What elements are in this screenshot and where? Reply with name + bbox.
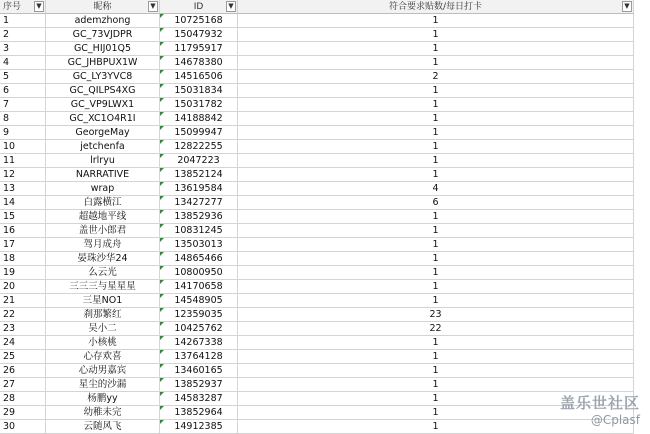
cell-id-value: 14678380 (174, 57, 223, 68)
cell-id[interactable] (160, 420, 238, 434)
number-as-text-indicator-icon (160, 182, 164, 186)
cell-count[interactable]: 1 (238, 392, 634, 406)
cell-seq[interactable]: 16 (0, 224, 46, 238)
cell-id[interactable] (160, 322, 238, 336)
cell-count[interactable]: 1 (238, 140, 634, 154)
cell-seq[interactable]: 15 (0, 210, 46, 224)
cell-count[interactable]: 1 (238, 252, 634, 266)
cell-seq[interactable]: 25 (0, 350, 46, 364)
cell-id[interactable] (160, 168, 238, 182)
table-row[interactable] (0, 266, 650, 280)
cell-nickname[interactable]: 吴小二 (46, 322, 160, 336)
cell-id-value: 11795917 (174, 43, 223, 54)
cell-count[interactable]: 1 (238, 14, 634, 28)
number-as-text-indicator-icon (160, 308, 164, 312)
table-row[interactable] (0, 322, 650, 336)
cell-count[interactable]: 1 (238, 98, 634, 112)
cell-count[interactable]: 1 (238, 406, 634, 420)
cell-id[interactable] (160, 252, 238, 266)
cell-id[interactable] (160, 42, 238, 56)
cell-id-value: 14516506 (174, 71, 223, 82)
number-as-text-indicator-icon (160, 238, 164, 242)
cell-count[interactable]: 22 (238, 322, 634, 336)
filter-dropdown-icon[interactable]: ▼ (622, 1, 632, 12)
watermark-title: 盖乐世社区 (559, 394, 640, 412)
header-count-label: 符合要求贴数/每日打卡 (388, 2, 483, 12)
header-seq[interactable] (0, 0, 46, 14)
cell-seq[interactable]: 8 (0, 112, 46, 126)
cell-count[interactable]: 23 (238, 308, 634, 322)
cell-id-value: 10725168 (174, 15, 223, 26)
header-seq-label: 序号 (3, 2, 22, 12)
cell-id-value: 12359035 (174, 309, 223, 320)
cell-seq[interactable]: 6 (0, 84, 46, 98)
cell-id-value: 14865466 (174, 253, 223, 264)
table-row[interactable] (0, 112, 650, 126)
cell-nickname[interactable]: 三三三与星星星 (46, 280, 160, 294)
cell-id-value: 14912385 (174, 421, 223, 432)
cell-id[interactable] (160, 14, 238, 28)
cell-count[interactable]: 1 (238, 266, 634, 280)
cell-nickname[interactable]: 白露横江 (46, 196, 160, 210)
cell-id[interactable] (160, 154, 238, 168)
cell-id-value: 13460165 (174, 365, 223, 376)
cell-id-value: 13764128 (174, 351, 223, 362)
cell-id-value: 10831245 (174, 225, 223, 236)
sheet-right-margin (634, 0, 650, 433)
cell-nickname[interactable]: 晏珠沙华24 (46, 252, 160, 266)
cell-nickname[interactable]: 小核桃 (46, 336, 160, 350)
cell-seq[interactable]: 18 (0, 252, 46, 266)
cell-nickname[interactable]: 杨鹏yy (46, 392, 160, 406)
cell-id-value: 15047932 (174, 29, 223, 40)
cell-id[interactable] (160, 378, 238, 392)
cell-id[interactable] (160, 224, 238, 238)
cell-nickname[interactable]: GC_HIJ01Q5 (46, 42, 160, 56)
number-as-text-indicator-icon (160, 350, 164, 354)
number-as-text-indicator-icon (160, 112, 164, 116)
cell-id[interactable] (160, 112, 238, 126)
cell-id-value: 2047223 (177, 155, 220, 166)
cell-seq[interactable]: 17 (0, 238, 46, 252)
cell-count[interactable]: 1 (238, 420, 634, 434)
cell-id-value: 14170658 (174, 281, 223, 292)
cell-id-value: 15099947 (174, 127, 223, 138)
cell-seq[interactable]: 24 (0, 336, 46, 350)
number-as-text-indicator-icon (160, 378, 164, 382)
number-as-text-indicator-icon (160, 266, 164, 270)
cell-seq[interactable]: 22 (0, 308, 46, 322)
cell-nickname[interactable]: GC_73VJDPR (46, 28, 160, 42)
table-row[interactable] (0, 308, 650, 322)
cell-seq[interactable]: 12 (0, 168, 46, 182)
cell-id[interactable] (160, 140, 238, 154)
cell-count[interactable]: 1 (238, 56, 634, 70)
cell-id-value: 13503013 (174, 239, 223, 250)
table-row[interactable] (0, 210, 650, 224)
cell-nickname[interactable]: ademzhong (46, 14, 160, 28)
table-row[interactable] (0, 378, 650, 392)
cell-id-value: 13852936 (174, 211, 223, 222)
cell-count[interactable]: 1 (238, 336, 634, 350)
cell-id[interactable] (160, 98, 238, 112)
filter-dropdown-icon[interactable]: ▼ (148, 1, 158, 12)
number-as-text-indicator-icon (160, 224, 164, 228)
cell-nickname[interactable]: GC_VP9LWX1 (46, 98, 160, 112)
table-row[interactable] (0, 406, 650, 420)
table-row[interactable] (0, 14, 650, 28)
cell-nickname[interactable]: 心存欢喜 (46, 350, 160, 364)
number-as-text-indicator-icon (160, 154, 164, 158)
header-nickname-label: 昵称 (93, 2, 112, 12)
cell-seq[interactable]: 13 (0, 182, 46, 196)
cell-id[interactable] (160, 182, 238, 196)
cell-count[interactable]: 4 (238, 182, 634, 196)
number-as-text-indicator-icon (160, 168, 164, 172)
table-row[interactable] (0, 252, 650, 266)
cell-id-value: 14188842 (174, 113, 223, 124)
cell-id[interactable] (160, 350, 238, 364)
cell-id-value: 10425762 (174, 323, 223, 334)
number-as-text-indicator-icon (160, 420, 164, 424)
table-row[interactable] (0, 28, 650, 42)
cell-count[interactable]: 1 (238, 238, 634, 252)
cell-id[interactable] (160, 84, 238, 98)
header-nickname[interactable] (46, 0, 160, 14)
cell-seq[interactable]: 26 (0, 364, 46, 378)
number-as-text-indicator-icon (160, 322, 164, 326)
watermark (560, 392, 640, 427)
cell-id-value: 13852937 (174, 379, 223, 390)
cell-seq[interactable]: 23 (0, 322, 46, 336)
cell-id[interactable] (160, 210, 238, 224)
cell-seq[interactable]: 28 (0, 392, 46, 406)
table-row[interactable] (0, 154, 650, 168)
cell-seq[interactable]: 14 (0, 196, 46, 210)
cell-nickname[interactable]: 驾月成舟 (46, 238, 160, 252)
number-as-text-indicator-icon (160, 140, 164, 144)
cell-id[interactable] (160, 70, 238, 84)
cell-id-value: 13427277 (174, 197, 223, 208)
header-count[interactable] (238, 0, 634, 14)
cell-seq[interactable]: 5 (0, 70, 46, 84)
cell-id[interactable] (160, 308, 238, 322)
cell-seq[interactable]: 20 (0, 280, 46, 294)
cell-nickname[interactable]: NARRATIVE (46, 168, 160, 182)
number-as-text-indicator-icon (160, 28, 164, 32)
cell-count[interactable]: 1 (238, 126, 634, 140)
cell-id-value: 15031782 (174, 99, 223, 110)
filter-dropdown-icon[interactable]: ▼ (34, 1, 44, 12)
cell-count[interactable]: 1 (238, 210, 634, 224)
cell-id[interactable] (160, 266, 238, 280)
table-row[interactable] (0, 140, 650, 154)
cell-id[interactable] (160, 56, 238, 70)
header-id-label: ID (193, 2, 204, 12)
cell-nickname[interactable]: GC_QILPS4XG (46, 84, 160, 98)
cell-count[interactable]: 1 (238, 154, 634, 168)
cell-nickname[interactable]: GeorgeMay (46, 126, 160, 140)
table-row[interactable] (0, 280, 650, 294)
number-as-text-indicator-icon (160, 210, 164, 214)
cell-id-value: 14583287 (174, 393, 223, 404)
table-row[interactable] (0, 70, 650, 84)
cell-count[interactable]: 2 (238, 70, 634, 84)
cell-id[interactable] (160, 196, 238, 210)
number-as-text-indicator-icon (160, 294, 164, 298)
table-row[interactable] (0, 98, 650, 112)
cell-id[interactable] (160, 28, 238, 42)
cell-count[interactable]: 1 (238, 112, 634, 126)
cell-count[interactable]: 1 (238, 378, 634, 392)
number-as-text-indicator-icon (160, 336, 164, 340)
table-row[interactable] (0, 350, 650, 364)
table-row[interactable] (0, 42, 650, 56)
cell-seq[interactable]: 1 (0, 14, 46, 28)
number-as-text-indicator-icon (160, 364, 164, 368)
cell-seq[interactable]: 3 (0, 42, 46, 56)
cell-id-value: 13852964 (174, 407, 223, 418)
cell-nickname[interactable]: 超越地平线 (46, 210, 160, 224)
cell-seq[interactable]: 4 (0, 56, 46, 70)
cell-id[interactable] (160, 280, 238, 294)
table-row[interactable] (0, 196, 650, 210)
cell-count[interactable]: 1 (238, 280, 634, 294)
table-row[interactable] (0, 294, 650, 308)
cell-id-value: 10800950 (174, 267, 223, 278)
cell-id[interactable] (160, 294, 238, 308)
cell-seq[interactable]: 7 (0, 98, 46, 112)
header-row (0, 0, 650, 14)
cell-count[interactable]: 1 (238, 364, 634, 378)
cell-nickname[interactable]: 盖世小郎君 (46, 224, 160, 238)
cell-id-value: 14267338 (174, 337, 223, 348)
table-row[interactable] (0, 238, 650, 252)
cell-count[interactable]: 1 (238, 294, 634, 308)
cell-nickname[interactable]: 三星NO1 (46, 294, 160, 308)
cell-id-value: 13852124 (174, 169, 223, 180)
number-as-text-indicator-icon (160, 14, 164, 18)
filter-dropdown-icon[interactable]: ▼ (226, 1, 236, 12)
cell-id-value: 13619584 (174, 183, 223, 194)
cell-id[interactable] (160, 126, 238, 140)
number-as-text-indicator-icon (160, 70, 164, 74)
number-as-text-indicator-icon (160, 252, 164, 256)
watermark-handle: @Cplasf (590, 413, 640, 427)
table-row[interactable] (0, 56, 650, 70)
cell-nickname[interactable]: wrap (46, 182, 160, 196)
number-as-text-indicator-icon (160, 98, 164, 102)
cell-nickname[interactable]: GC_LY3YVC8 (46, 70, 160, 84)
cell-nickname[interactable]: GC_JHBPUX1W (46, 56, 160, 70)
cell-nickname[interactable]: 刹那繁红 (46, 308, 160, 322)
table-row[interactable] (0, 182, 650, 196)
cell-seq[interactable]: 27 (0, 378, 46, 392)
number-as-text-indicator-icon (160, 392, 164, 396)
table-row[interactable] (0, 126, 650, 140)
cell-nickname[interactable]: 幼稚未完 (46, 406, 160, 420)
table-row[interactable] (0, 420, 650, 434)
cell-seq[interactable]: 11 (0, 154, 46, 168)
cell-seq[interactable]: 2 (0, 28, 46, 42)
cell-id[interactable] (160, 238, 238, 252)
cell-id-value: 14548905 (174, 295, 223, 306)
number-as-text-indicator-icon (160, 196, 164, 200)
cell-count[interactable]: 1 (238, 224, 634, 238)
number-as-text-indicator-icon (160, 280, 164, 284)
cell-nickname[interactable]: 心动男嘉宾 (46, 364, 160, 378)
cell-count[interactable]: 1 (238, 350, 634, 364)
cell-id-value: 15031834 (174, 85, 223, 96)
number-as-text-indicator-icon (160, 406, 164, 410)
cell-nickname[interactable]: 星尘的沙漏 (46, 378, 160, 392)
table-row[interactable] (0, 364, 650, 378)
cell-nickname[interactable]: GC_XC1O4R1I (46, 112, 160, 126)
cell-id[interactable] (160, 406, 238, 420)
number-as-text-indicator-icon (160, 42, 164, 46)
table-row[interactable] (0, 392, 650, 406)
cell-nickname[interactable]: lrlryu (46, 154, 160, 168)
cell-id[interactable] (160, 392, 238, 406)
cell-seq[interactable]: 21 (0, 294, 46, 308)
cell-seq[interactable]: 30 (0, 420, 46, 434)
cell-seq[interactable]: 10 (0, 140, 46, 154)
cell-count[interactable]: 1 (238, 28, 634, 42)
cell-count[interactable]: 1 (238, 168, 634, 182)
cell-seq[interactable]: 29 (0, 406, 46, 420)
table-row[interactable] (0, 336, 650, 350)
cell-id-value: 12822255 (174, 141, 223, 152)
cell-nickname[interactable]: 么云光 (46, 266, 160, 280)
table-row[interactable] (0, 168, 650, 182)
number-as-text-indicator-icon (160, 84, 164, 88)
number-as-text-indicator-icon (160, 126, 164, 130)
cell-count[interactable]: 1 (238, 42, 634, 56)
table-row[interactable] (0, 84, 650, 98)
cell-id[interactable] (160, 364, 238, 378)
cell-count[interactable]: 6 (238, 196, 634, 210)
cell-seq[interactable]: 9 (0, 126, 46, 140)
table-row[interactable] (0, 224, 650, 238)
number-as-text-indicator-icon (160, 56, 164, 60)
cell-count[interactable]: 1 (238, 84, 634, 98)
cell-id[interactable] (160, 336, 238, 350)
cell-nickname[interactable]: 云随风飞 (46, 420, 160, 434)
cell-nickname[interactable]: jetchenfa (46, 140, 160, 154)
header-id[interactable] (160, 0, 238, 14)
cell-seq[interactable]: 19 (0, 266, 46, 280)
